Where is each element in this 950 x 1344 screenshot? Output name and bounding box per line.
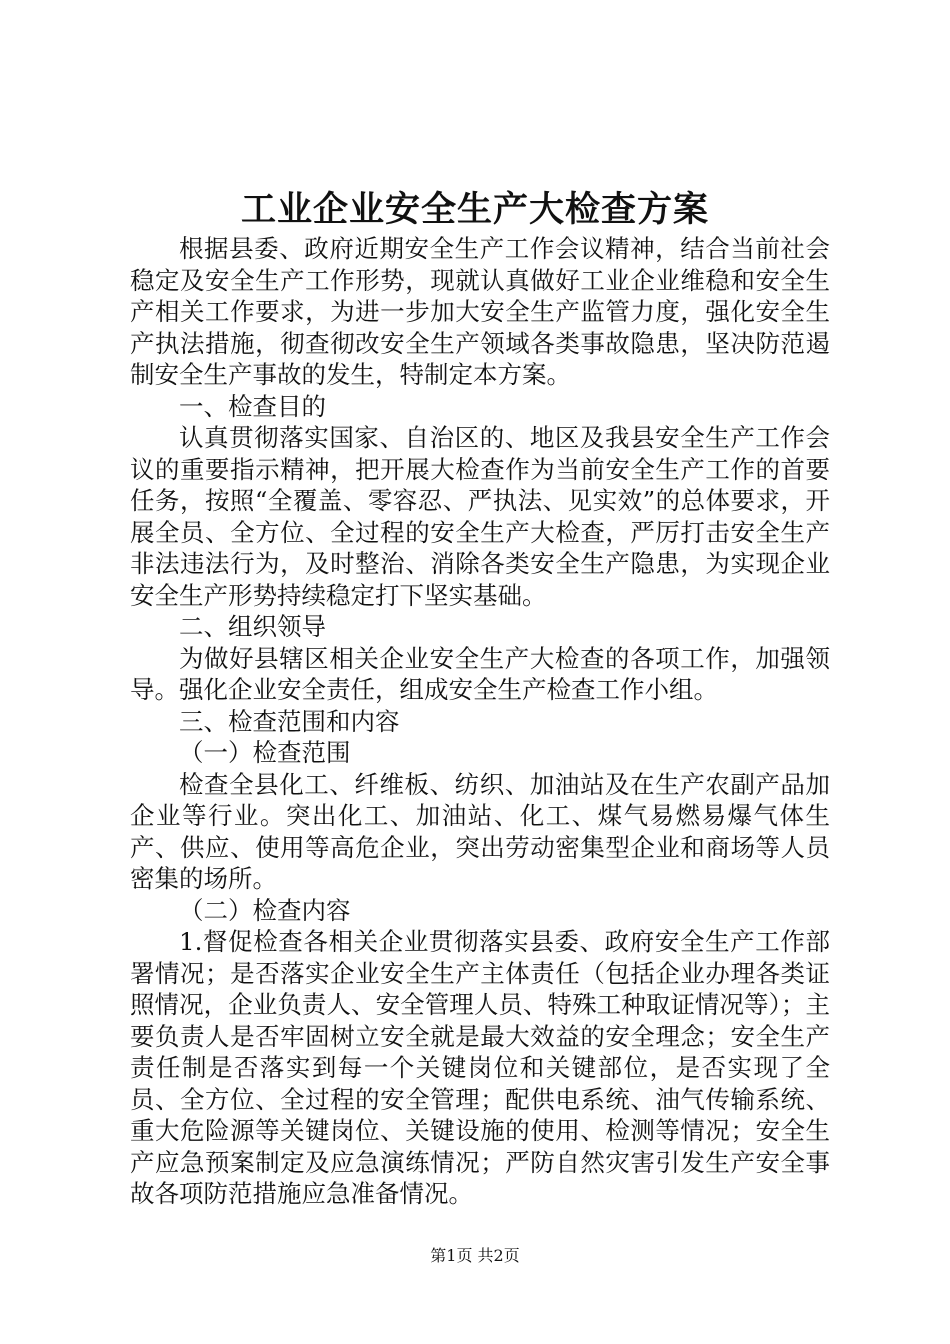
subsection-heading-scope: （一）检查范围: [179, 738, 351, 767]
subsection-paragraph-scope: 检查全县化工、纤维板、纺织、加油站及在生产农副产品加企业等行业。突出化工、加油站、化工、煤气易燃易爆气体生产、供应、使用等高危企业，突出劳动密集型企业和商场等人员密集的场所。: [130, 769, 830, 893]
page-footer: 第1页 共2页: [430, 1246, 520, 1265]
content-item-1: 1.督促检查各相关企业贯彻落实县委、政府安全生产工作部署情况；是否落实企业安全生产主体责任（包括企业办理各类证照情况，企业负责人、安全管理人员、特殊工种取证情况等）；主要负责人是否牢固树立安全就是最大效益的安全理念；安全生产责任制是否落实到每一个关键岗位和关键部位，是否实现了全员、全方位、全过程的安全管理；配供电系统、油气传输系统、重大危险源等关键岗位、关键设施的使用、检测等情况；安全生产应急预案制定及应急演练情况；严防自然灾害引发生产安全事故各项防范措施应急准备情况。: [130, 927, 830, 1208]
section-paragraph-purpose: 认真贯彻落实国家、自治区的、地区及我县安全生产工作会议的重要指示精神，把开展大检查作为当前安全生产工作的首要任务，按照“全覆盖、零容忍、严执法、见实效”的总体要求，开展全员、全方位、全过程的安全生产大检查，严厉打击安全生产非法违法行为，及时整治、消除各类安全生产隐患，为实现企业安全生产形势持续稳定打下坚实基础。: [130, 423, 830, 610]
section-heading-scope-content: 三、检查范围和内容: [179, 706, 400, 736]
section-heading-organization: 二、组织领导: [179, 612, 326, 641]
section-paragraph-organization: 为做好县辖区相关企业安全生产大检查的各项工作，加强领导。强化企业安全责任，组成安全生产检查工作小组。: [130, 643, 830, 704]
document-title: 工业企业安全生产大检查方案: [240, 189, 709, 230]
section-heading-purpose: 一、检查目的: [179, 391, 326, 421]
intro-paragraph: 根据县委、政府近期安全生产工作会议精神，结合当前社会稳定及安全生产工作形势，现就认真做好工业企业维稳和安全生产相关工作要求，为进一步加大安全生产监管力度，强化安全生产执法措施，彻查彻改安全生产领域各类事故隐患，坚决防范遏制安全生产事故的发生，特制定本方案。: [130, 234, 830, 389]
document-body: [130, 233, 830, 1210]
subsection-heading-content: （二）检查内容: [179, 895, 351, 925]
